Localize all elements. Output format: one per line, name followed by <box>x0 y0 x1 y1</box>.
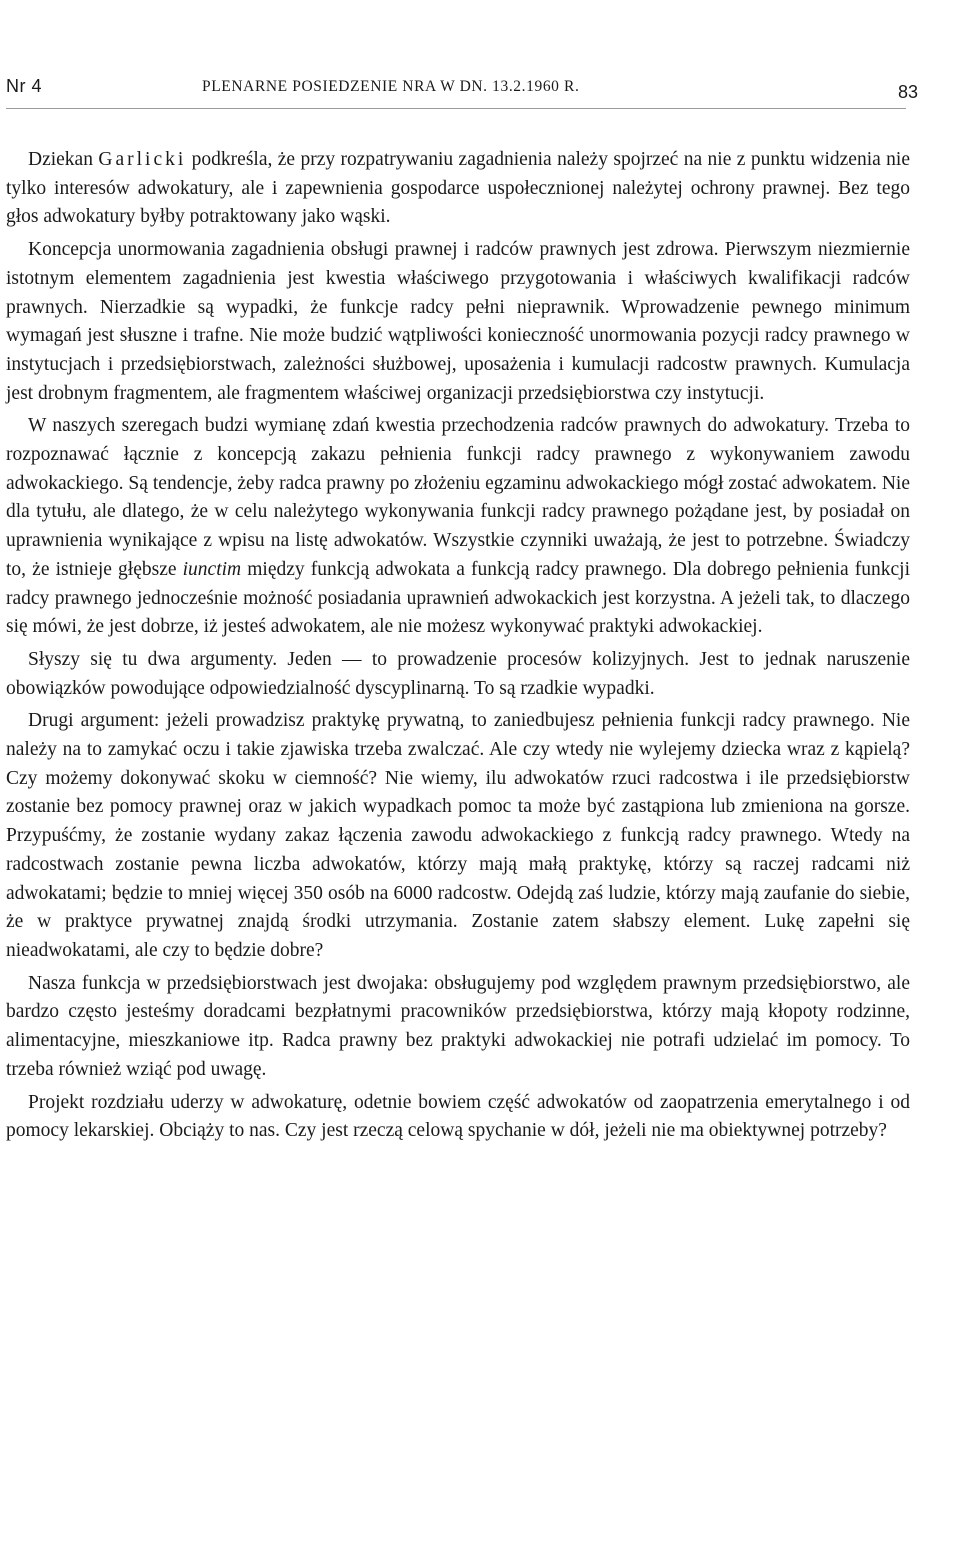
paragraph-3 <box>6 412 910 642</box>
paragraph-1-post: podkreśla, że przy rozpatrywaniu zagadnienia należy spojrzeć na nie z punktu widzenia nie tylko interesów adwokatury, ale i zapewnienia gospodarce uspołecznionej należytej ochrony prawnej. Bez tego głos adwokatury byłby potraktowany jako wąski. <box>6 149 910 228</box>
paragraph-5 <box>6 707 910 965</box>
speaker-name: Garlicki <box>98 149 187 170</box>
paragraph-5-text: Drugi argument: jeżeli prowadzisz praktykę prywatną, to zaniedbujesz pełnienia funkcji radcy prawnego. Nie należy na to zamykać oczu i takie zjawiska trzeba zwalczać. Ale czy wtedy nie wylejemy dziecka wraz z kąpielą? Czy możemy dokonywać skoku w ciemność? Nie wiemy, ilu adwokatów rzuci radcostwa i ile przedsiębiorstw zostanie bez pomocy prawnej oraz w jakich wypadkach pomoc ta może być zastąpiona lub zmieniona na gorsze. Przypuśćmy, że zostanie wydany zakaz łączenia zawodu adwokackiego z funkcją radcy prawnego. Wtedy na radcostwach zostanie pewna liczba adwokatów, którzy mają małą praktykę, którzy są raczej radcami niż adwokatami; będzie to mniej więcej 350 osób na 6000 radcostw. Odejdą zaś ludzie, którzy mają zaufanie do siebie, że w praktyce prywatnej znajdą środki utrzymania. Zostanie zatem słabszy element. Lukę zapełni się nieadwokatami, ale czy to będzie dobre? <box>6 710 910 961</box>
paragraph-1 <box>6 146 910 232</box>
paragraph-7-text: Projekt rozdziału uderzy w adwokaturę, odetnie bowiem część adwokatów od zaopatrzenia emerytalnego i od pomocy lekarskiej. Obciąży to nas. Czy jest rzeczą celową spychanie w dół, jeżeli nie ma obiektywnej potrzeby? <box>6 1091 910 1142</box>
paragraph-6-text: Nasza funkcja w przedsiębiorstwach jest dwojaka: obsługujemy pod względem prawnym przedsiębiorstwo, ale bardzo często jesteśmy doradcami bezpłatnymi pracowników przedsiębiorstwa, którzy mają kłopoty rodzinne, alimentacyjne, mieszkaniowe itp. Radca prawny bez praktyki adwokackiej nie potrafi udzielać im pomocy. To trzeba również wziąć pod uwagę. <box>6 972 910 1080</box>
header-rule <box>6 108 906 109</box>
page-number: 83 <box>897 82 918 102</box>
paragraph-4-text: Słyszy się tu dwa argumenty. Jeden — to prowadzenie procesów kolizyjnych. Jest to jednak naruszenie obowiązków powodujące odpowiedzialność dyscyplinarną. To są rzadkie wypadki. <box>6 648 910 699</box>
paragraph-2-text: Koncepcja unormowania zagadnienia obsługi prawnej i radców prawnych jest zdrowa. Pierwszym niezmiernie istotnym elementem zagadnienia jest kwestia właściwego przygotowania i właściwych kwalifikacji radców prawnych. Nierzadkie są wypadki, że funkcje radcy pełni nieprawnik. Wprowadzenie pewnego minimum wymagań jest słuszne i trafne. Nie może budzić wątpliwości konieczność unormowania pozycji radcy prawnego w instytucjach i przedsiębiorstwach, zależności służbowej, uposażenia i kumulacji radcostw prawnych. Kumulacja jest drobnym fragmentem, ale fragmentem właściwej organizacji przedsiębiorstwa czy instytucji. <box>6 239 910 404</box>
paragraph-3-pre: W naszych szeregach budzi wymianę zdań kwestia przechodzenia radców prawnych do adwokatury. Trzeba to rozpoznawać łącznie z koncepcją zakazu pełnienia funkcji radcy prawnego z wykonywaniem zawodu adwokackiego. Są tendencje, żeby radca prawny po złożeniu egzaminu adwokackiego mógł zostać adwokatem. Nie dla tytułu, ale dlatego, że w celu należytego wykonywania funkcji radcy prawnego pożądane jest, by posiadał on uprawnienia wynikające z wpisu na listę adwokatów. Wszystkie czynniki uważają, że jest to potrzebne. Świadczy to, że istnieje głębsze <box>6 415 910 580</box>
paragraph-2 <box>6 236 910 408</box>
paragraph-3-post: między funkcją adwokata a funkcją radcy prawnego. Dla dobrego pełnienia funkcji radcy prawnego jednocześnie możność posiadania uprawnień adwokackich jest korzystna. A jeżeli tak, to dlaczego się mówi, że jest dobrze, iż jesteś adwokatem, ale nie możesz wykonywać praktyki adwokackiej. <box>6 558 910 638</box>
latin-term: iunctim <box>182 558 242 580</box>
paragraph-4 <box>6 646 910 703</box>
paragraph-6 <box>6 970 910 1085</box>
running-header <box>6 72 918 102</box>
paragraph-1-pre: Dziekan <box>28 149 99 170</box>
issue-number: Nr 4 <box>6 76 43 96</box>
header-title: PLENARNE POSIEDZENIE NRA W DN. 13.2.1960 R. <box>202 78 580 95</box>
paragraph-7 <box>6 1089 910 1146</box>
article-body <box>6 146 910 1150</box>
